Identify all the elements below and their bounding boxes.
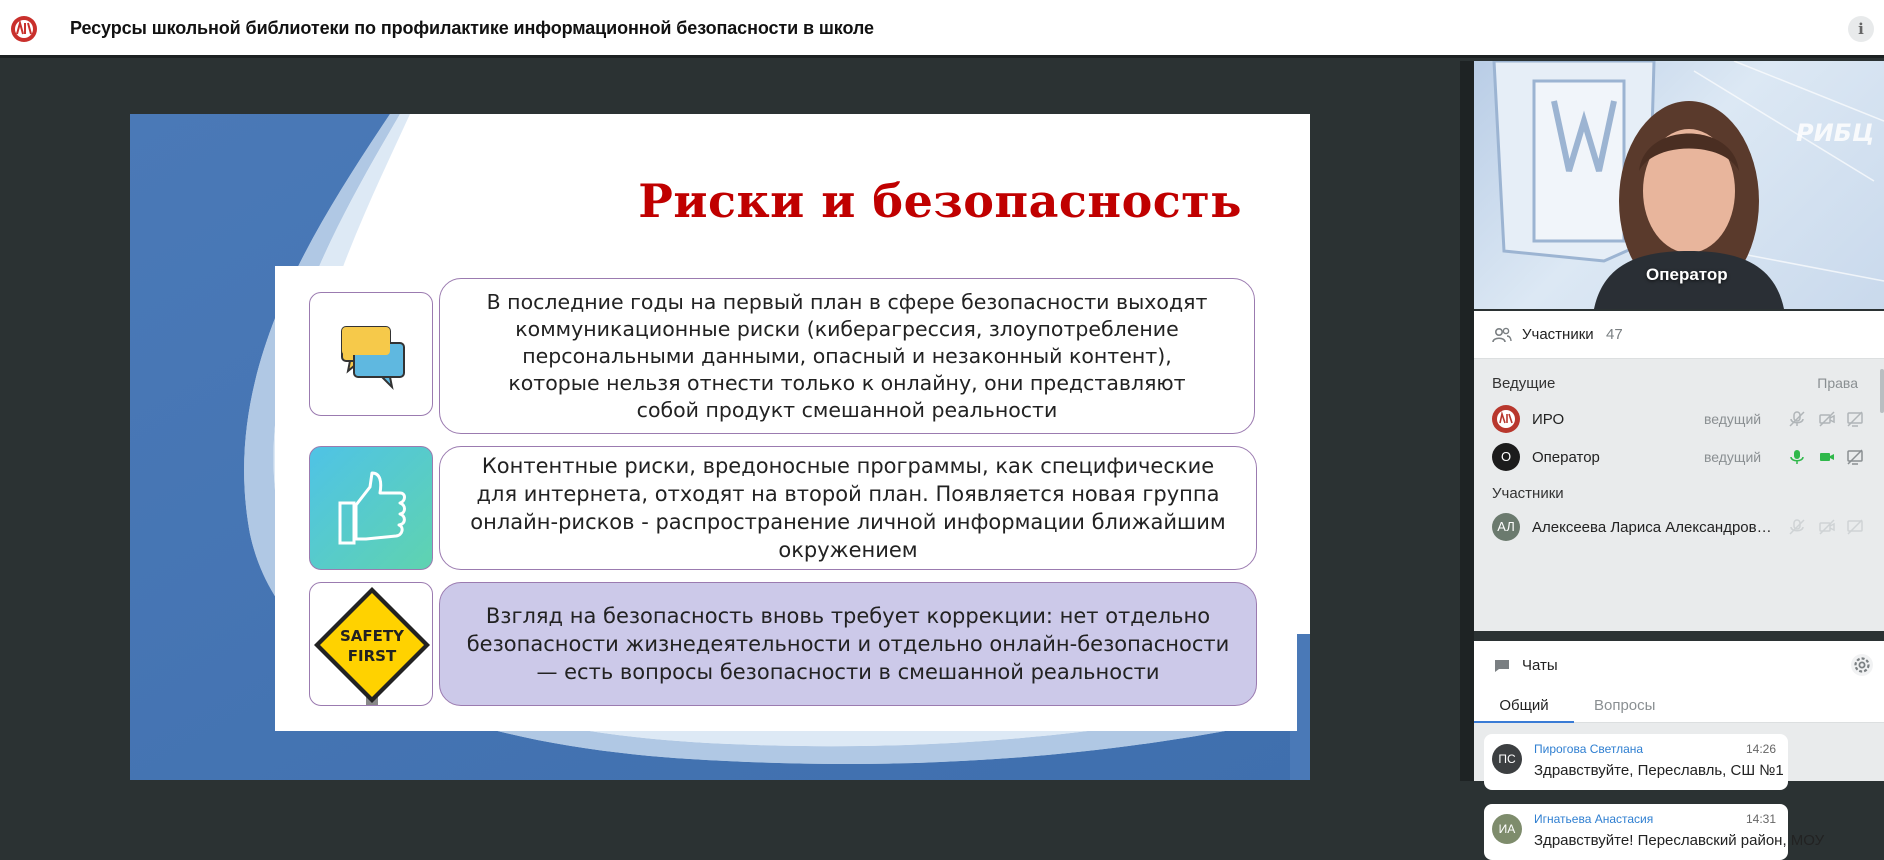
participants-scrollbar[interactable] xyxy=(1880,369,1884,413)
rights-label[interactable]: Права xyxy=(1817,375,1858,391)
risk-text-content: Контентные риски, вредоносные программы, как специфические для интернета, отходят на второй план. Появляется новая группа онлайн-рисков - распространение личной информации ближайшим окружением xyxy=(439,446,1257,570)
participant-role: ведущий xyxy=(1704,449,1762,465)
sign-text-line1: SAFETY xyxy=(340,627,404,645)
risk-row-communication xyxy=(309,278,1255,434)
presentation-slide xyxy=(130,114,1310,780)
participant-role: ведущий xyxy=(1704,411,1762,427)
speech-bubbles-icon xyxy=(309,292,433,416)
chats-panel xyxy=(1474,641,1884,849)
risk-row-content xyxy=(309,446,1255,570)
sign-text-line2: FIRST xyxy=(347,647,397,665)
message-time: 14:26 xyxy=(1745,742,1776,756)
safety-first-sign-icon xyxy=(309,582,433,706)
host-row-operator[interactable] xyxy=(1492,443,1872,473)
speaker-video[interactable] xyxy=(1474,61,1884,309)
participants-panel xyxy=(1474,311,1884,631)
page-title: Ресурсы школьной библиотеки по профилактике информационной безопасности в школе xyxy=(70,18,874,38)
message-time: 14:31 xyxy=(1745,812,1776,826)
participant-name: Алексеева Лариса Александров… xyxy=(1532,519,1772,536)
chat-message xyxy=(1484,804,1825,860)
avatar: АЛ xyxy=(1492,513,1520,541)
participant-name: Оператор xyxy=(1532,449,1600,466)
message-author[interactable]: Пирогова Светлана xyxy=(1534,742,1644,756)
gear-icon[interactable] xyxy=(1850,653,1874,677)
member-row[interactable] xyxy=(1492,513,1872,543)
message-text: Здравствуйте, Переславль, СШ №1 xyxy=(1534,762,1784,779)
right-sidebar xyxy=(1474,61,1884,849)
chat-message xyxy=(1484,734,1788,790)
tab-general[interactable]: Общий xyxy=(1474,689,1574,723)
risk-text-communication: В последние годы на первый план в сфере безопасности выходят коммуникационные риски (кибeрагрессия, злоупотребление персональными данными, опасный и незаконный контент), которые нельзя отнести только к онлайну, они представляют собой продукт смешанной реальности xyxy=(439,278,1255,434)
camera-off-icon[interactable] xyxy=(1818,410,1836,428)
hosts-section-label: Ведущие xyxy=(1492,375,1556,392)
iro-logo-icon xyxy=(8,15,40,43)
mic-off-icon[interactable] xyxy=(1788,410,1806,428)
chats-label: Чаты xyxy=(1522,657,1558,674)
chats-header[interactable] xyxy=(1474,641,1884,689)
chat-icon xyxy=(1494,659,1510,673)
avatar: ПС xyxy=(1492,744,1522,774)
speaker-name-label: Оператор xyxy=(1646,265,1728,284)
risk-text-mixed-reality: Взгляд на безопасность вновь требует коррекции: нет отдельно безопасности жизнедеятельности и отдельно онлайн-безопасности — есть вопросы безопасности в смешанной реальности xyxy=(439,582,1257,706)
message-author[interactable]: Игнатьева Анастасия xyxy=(1534,812,1654,826)
mic-off-icon[interactable] xyxy=(1788,518,1806,536)
message-text: Здравствуйте! Переславский район, МОУ xyxy=(1534,832,1825,849)
avatar: ИА xyxy=(1492,814,1522,844)
chat-tabs xyxy=(1474,689,1884,723)
top-bar xyxy=(0,0,1884,58)
tab-questions[interactable]: Вопросы xyxy=(1594,697,1656,714)
mic-on-icon[interactable] xyxy=(1788,448,1806,466)
camera-on-icon[interactable] xyxy=(1818,448,1836,466)
participants-count: 47 xyxy=(1606,326,1623,343)
screen-share-off-icon[interactable] xyxy=(1846,448,1864,466)
slide-title: Риски и безопасность xyxy=(638,174,1242,228)
people-icon xyxy=(1492,327,1512,343)
participant-name: ИРО xyxy=(1532,411,1565,428)
camera-off-icon[interactable] xyxy=(1818,518,1836,536)
participants-header[interactable] xyxy=(1474,311,1884,359)
participants-label: Участники xyxy=(1522,326,1594,343)
avatar: О xyxy=(1492,443,1520,471)
panel-divider[interactable] xyxy=(1460,61,1474,781)
avatar xyxy=(1492,405,1520,433)
members-section-label: Участники xyxy=(1492,485,1564,502)
video-watermark: РИБЦ xyxy=(1796,119,1875,147)
info-icon[interactable]: i xyxy=(1848,16,1874,42)
thumbs-up-icon xyxy=(309,446,433,570)
host-row-iro[interactable] xyxy=(1492,405,1872,435)
screen-share-off-icon[interactable] xyxy=(1846,410,1864,428)
risk-row-mixed-reality xyxy=(309,582,1255,706)
slide-content-panel xyxy=(275,266,1297,731)
screen-share-off-icon[interactable] xyxy=(1846,518,1864,536)
